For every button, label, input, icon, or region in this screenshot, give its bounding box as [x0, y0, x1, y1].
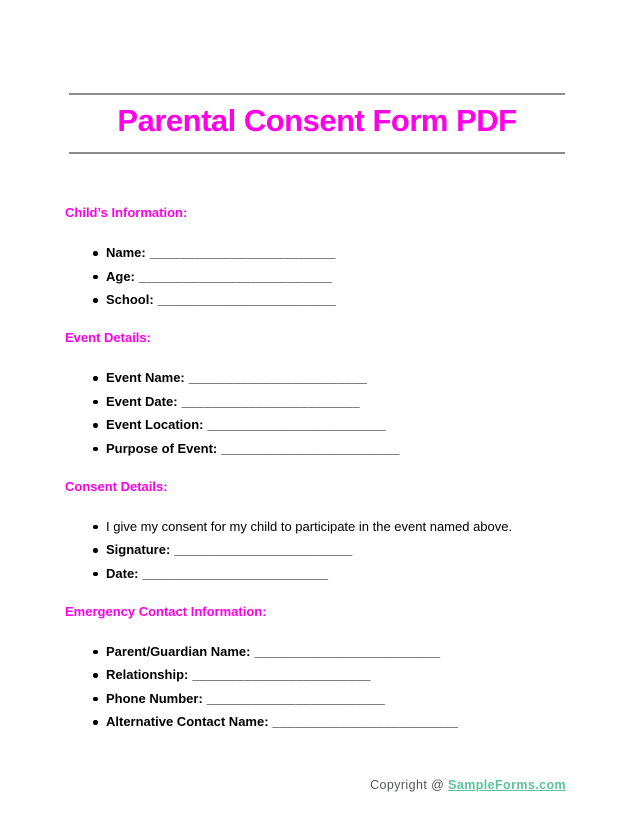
- bullet-icon: [93, 423, 98, 428]
- list-item: [65, 241, 594, 265]
- bullet-icon: [93, 548, 98, 553]
- list-item: [65, 562, 594, 586]
- section-emergency-contact: [65, 605, 594, 734]
- bullet-icon: [93, 376, 98, 381]
- blank-line: ________________________: [188, 370, 368, 385]
- bullet-icon: [93, 275, 98, 280]
- list-item: [65, 538, 594, 562]
- section-heading: Emergency Contact Information:: [65, 603, 267, 619]
- bullet-icon: [93, 720, 98, 725]
- field-label: Phone Number:: [106, 690, 203, 706]
- bullet-icon: [93, 650, 98, 655]
- blank-line: _________________________: [272, 714, 459, 729]
- footer: [370, 778, 566, 792]
- blank-line: _________________________: [254, 643, 441, 659]
- blank-line: ________________________: [181, 393, 360, 409]
- blank-line: ________________________: [174, 542, 353, 557]
- field-label: Purpose of Event:: [106, 440, 218, 456]
- section-heading: Child’s Information:: [65, 205, 188, 220]
- list-item: [65, 366, 594, 390]
- bullet-icon: [93, 400, 98, 405]
- field-label: Relationship:: [106, 667, 189, 682]
- bullet-icon: [93, 525, 98, 530]
- bullet-icon: [93, 697, 98, 702]
- blank-line: _________________________: [142, 565, 329, 581]
- field-list: [65, 515, 594, 586]
- list-item: [65, 515, 594, 539]
- field-list: [65, 366, 594, 460]
- page-title: Parental Consent Form PDF: [117, 103, 517, 138]
- document-body: [65, 206, 594, 753]
- blank-line: _________________________: [149, 245, 336, 260]
- title-divider-bottom: [69, 152, 565, 154]
- bullet-icon: [93, 298, 98, 303]
- brand-link[interactable]: SampleForms.com: [448, 778, 566, 792]
- blank-line: ________________________: [221, 440, 400, 456]
- blank-line: ________________________: [207, 417, 386, 432]
- list-item: [65, 288, 594, 312]
- bullet-icon: [93, 673, 98, 678]
- field-label: Name:: [106, 245, 146, 260]
- list-item: [65, 390, 594, 414]
- field-list: [65, 640, 594, 734]
- blank-line: ________________________: [206, 690, 386, 706]
- list-item: [65, 687, 594, 711]
- bullet-icon: [93, 447, 98, 452]
- list-item: [65, 710, 594, 734]
- blank-line: ________________________: [157, 292, 336, 307]
- title-divider-top: [69, 93, 565, 95]
- list-item: [65, 413, 594, 437]
- field-label: Date:: [106, 565, 139, 581]
- field-list: [65, 241, 594, 312]
- field-label: Alternative Contact Name:: [106, 714, 269, 729]
- list-item: [65, 437, 594, 461]
- field-label: Event Date:: [106, 393, 178, 409]
- field-label: Event Name:: [106, 370, 185, 385]
- bullet-icon: [93, 572, 98, 577]
- list-item: [65, 640, 594, 664]
- bullet-icon: [93, 251, 98, 256]
- section-heading: Consent Details:: [65, 478, 168, 494]
- field-label: Signature:: [106, 542, 171, 557]
- blank-line: __________________________: [138, 268, 333, 284]
- field-label: School:: [106, 292, 154, 307]
- section-childs-information: [65, 206, 594, 312]
- blank-line: ________________________: [192, 667, 371, 682]
- field-label: Event Location:: [106, 417, 204, 432]
- list-item: [65, 265, 594, 289]
- section-heading: Event Details:: [65, 330, 151, 345]
- list-item: [65, 663, 594, 687]
- field-label: Age:: [106, 268, 135, 284]
- section-consent-details: [65, 480, 594, 586]
- copyright-text: Copyright @: [370, 778, 445, 792]
- field-label: Parent/Guardian Name:: [106, 643, 251, 659]
- consent-statement: I give my consent for my child to participate in the event named above.: [106, 518, 513, 534]
- section-event-details: [65, 331, 594, 460]
